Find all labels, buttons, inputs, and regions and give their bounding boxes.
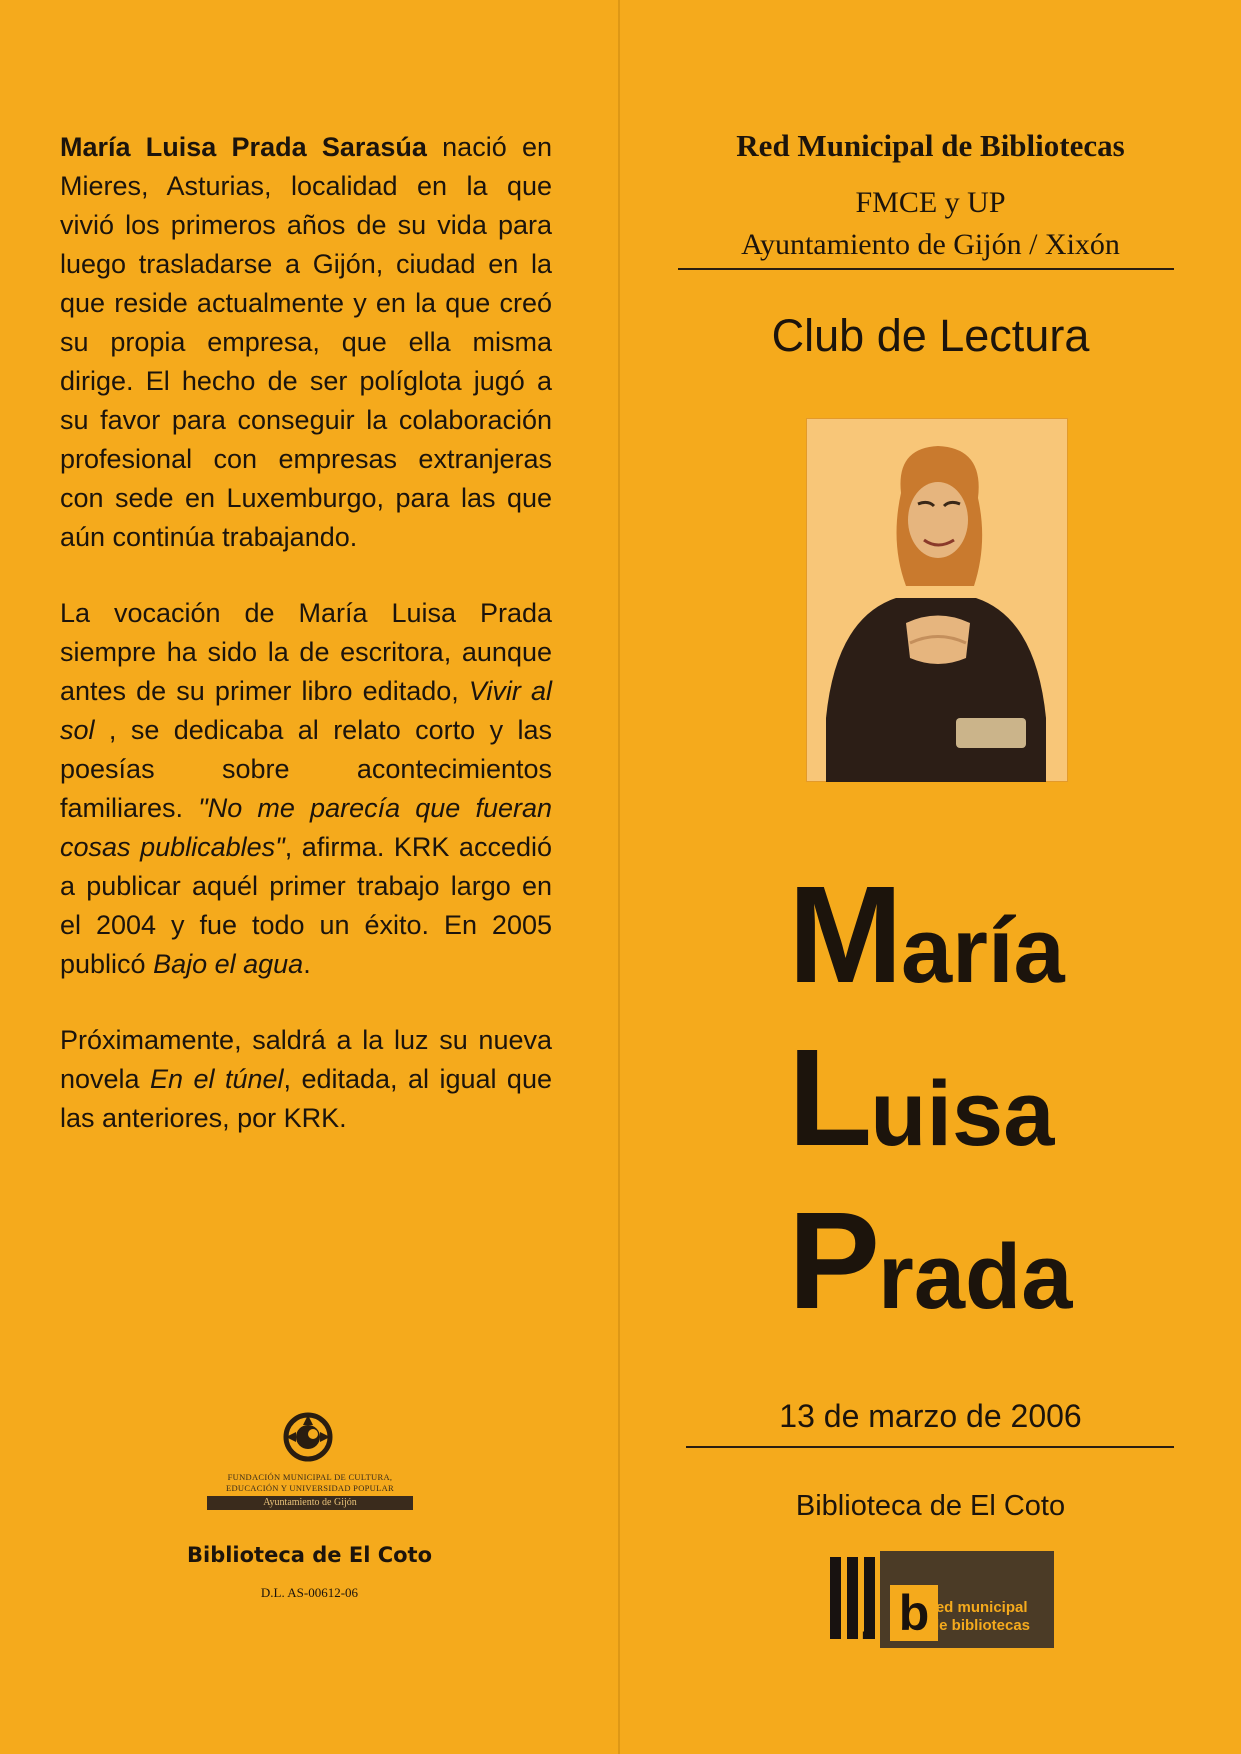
book-title-en-el-tunel: En el túnel: [150, 1064, 284, 1094]
rmb-logo: [830, 1551, 1054, 1648]
bio-p3-b: , editada, al igual que las anteriores, por KRK.: [60, 1064, 552, 1133]
rmb-text-1: red municipal: [930, 1599, 1028, 1616]
rmb-bar-2: [847, 1557, 858, 1639]
header-fmce: FMCE y UP: [855, 186, 1006, 219]
bio-paragraph-1: [60, 128, 552, 557]
event-date: 13 de marzo de 2006: [779, 1398, 1082, 1434]
fmc-line-1: FUNDACIÓN MUNICIPAL DE CULTURA,: [227, 1472, 393, 1482]
bio-p2-d: .: [303, 949, 311, 979]
big-rest-aria: aría: [900, 900, 1065, 1002]
left-library-name: Biblioteca de El Coto: [186, 1543, 433, 1567]
fmc-ayuntamiento: Ayuntamiento de Gijón: [207, 1496, 413, 1510]
bio-p2-b: , se dedicaba al relato corto y las poesías sobre acontecimientos familiares.: [60, 715, 552, 823]
rmb-text-2: de bibliotecas: [930, 1617, 1031, 1634]
big-initial-l: L: [788, 1021, 871, 1175]
bio-paragraph-2: [60, 594, 552, 984]
header-divider: [678, 268, 1174, 270]
rmb-bar-3: [864, 1557, 875, 1639]
book-title-bajo-el-agua: Bajo el agua: [153, 949, 304, 979]
big-name-line-3: [788, 1184, 1073, 1355]
event-venue: Biblioteca de El Coto: [795, 1490, 1066, 1522]
header-network: Red Municipal de Bibliotecas: [736, 128, 1125, 163]
big-name-line-2: [788, 1021, 1072, 1192]
rmb-letters: RMB: [833, 1630, 877, 1642]
book-title-vivir-al-sol: Vivir al sol: [60, 676, 552, 745]
club-title: Club de Lectura: [771, 310, 1090, 361]
big-initial-m: M: [788, 858, 901, 1012]
big-name-line-1: [788, 858, 1072, 1029]
date-divider: [686, 1446, 1174, 1448]
author-big-name: [788, 858, 1073, 1355]
bio-p2-c: , afirma. KRK accedió a publicar aquél primer trabajo largo en el 2004 y fue todo un éxito. En 2005 publicó: [60, 832, 552, 979]
legal-deposit: D.L. AS-00612-06: [260, 1585, 359, 1600]
fmc-line-2: EDUCACIÓN Y UNIVERSIDAD POPULAR: [225, 1483, 395, 1493]
big-initial-p: P: [788, 1184, 879, 1338]
author-biography: [60, 128, 552, 1138]
bio-p3-a: Próximamente, saldrá a la luz su nueva novela: [60, 1025, 552, 1094]
rmb-b-icon: b: [890, 1585, 938, 1641]
rmb-bar-1: [830, 1557, 841, 1639]
big-rest-rada: rada: [878, 1226, 1073, 1328]
bio-p1-text: nació en Mieres, Asturias, localidad en la que vivió los primeros años de su vida para luego trasladarse a Gijón, ciudad en la que reside actualmente y en la que creó su propia empresa, que ella misma dirige. El hecho de ser políglota jugó a su favor para conseguir la colaboración profesional con empresas extranjeras con sede en Luxemburgo, para las que aún continúa trabajando.: [60, 132, 552, 552]
author-quote: "No me parecía que fueran cosas publicables": [60, 793, 552, 862]
big-rest-uisa: uisa: [870, 1063, 1055, 1165]
author-photo: [806, 418, 1068, 782]
header-ayuntamiento: Ayuntamiento de Gijón / Xixón: [741, 228, 1120, 261]
bio-p2-a: La vocación de María Luisa Prada siempre ha sido la de escritora, aunque antes de su primer libro editado,: [60, 598, 552, 706]
bio-paragraph-3: [60, 1021, 552, 1138]
fmc-logo: [205, 1412, 415, 1522]
fmc-emblem-icon: [273, 1412, 343, 1462]
bio-author-name: María Luisa Prada Sarasúa: [60, 132, 427, 162]
